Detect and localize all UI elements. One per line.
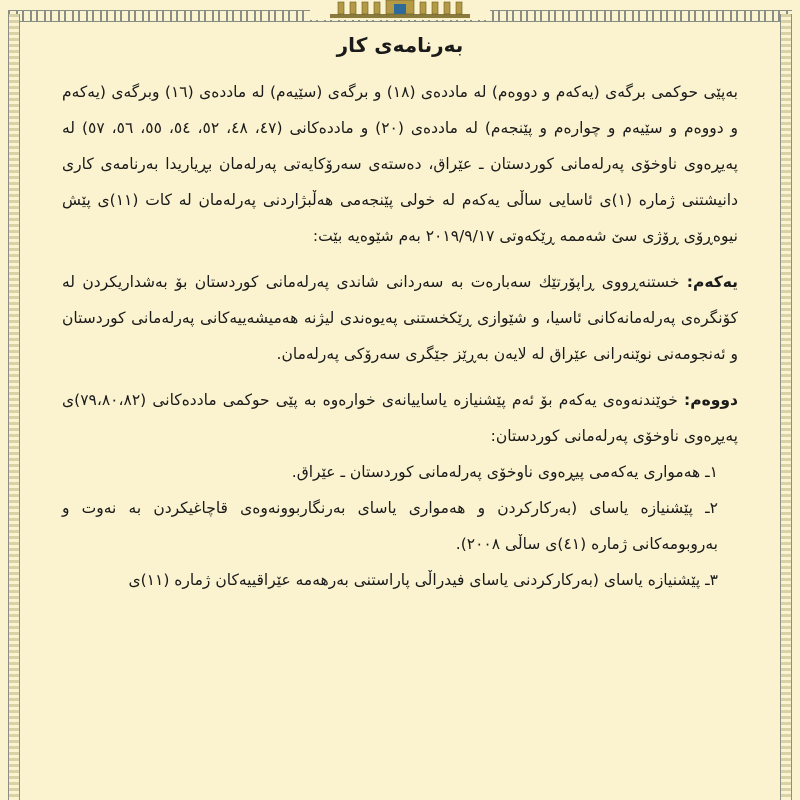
intro-paragraph: بەپێی حوکمی برگەی (یەکەم و دووەم) لە ماددەی (١٨) و برگەی (سێیەم) لە ماددەی (١٦) وبرگەی (یەکەم و دووەم و سێیەم و چوارەم و پێنجەم) لە ماددەی (٢٠) و ماددەکانی (٤٧، ٤٨، ٥٢، ٥٤، ٥٥، ٥٦، ٥٧) لە پەیڕەوی ناوخۆی پەرلەمانی کوردستان ـ عێراق، دەستەی سەرۆکایەتی پەرلەمان بڕیاریدا بەرنامەی کاری دانیشتنی ژمارە (١)ی ئاسایی ساڵی یەکەم لە خولی پێنجەمی هەڵبژاردنی پەرلەمان لە کات (١١)ی پێش نیوەڕۆی ڕۆژی سێ شەممە ڕێکەوتی ٢٠١٩/٩/١٧ بەم شێوەیە بێت: <box>62 83 739 245</box>
agenda-item-first-text: خستنەڕووی ڕاپۆرتێك سەبارەت بە سەردانی شاندی پەرلەمانی کوردستان بۆ بەشداریکردن لە کۆنگرەی پەرلەمانەکانی ئاسیا، و شێوازی ڕێکخستنی پەیوەندی لیژنە هەمیشەییەکانی پەرلەمانی کوردستان و ئەنجومەنی نوێنەرانی عێراق لە لایەن بەڕێز جێگری سەرۆکی پەرلەمان. <box>62 273 738 363</box>
parliament-emblem <box>310 0 490 20</box>
agenda-item-second <box>62 382 738 454</box>
agenda-item-first-label: یەکەم: <box>686 273 738 291</box>
document-title: بەرنامەی کار <box>336 33 464 57</box>
agenda-item-second-text: خوێندنەوەی یەکەم بۆ ئەم پێشنیازە یاساییانەی خوارەوە بە پێی حوکمی ماددەکانی (٧٩،٨٠،٨٢)ی پەیڕەوی ناوخۆی پەرلەمانی کوردستان: <box>62 391 738 445</box>
decorative-border-left <box>8 14 20 800</box>
agenda-item-first <box>62 264 738 372</box>
document-body <box>62 74 738 598</box>
decorative-border-right <box>780 14 792 800</box>
sub-item-2: ٢ـ پێشنیازە یاسای (بەرکارکردن و هەمواری یاسای بەرنگاربوونەوەی قاچاغیکردن بە نەوت و بەروبومەکانی ژمارە (٤١)ی ساڵی ٢٠٠٨). <box>62 499 718 553</box>
sub-item-3: ٣ـ پێشنیازە یاسای (بەرکارکردنی یاسای فیدراڵی پاراستنی بەرهەمە عێراقییەکان ژمارە (١١)ی <box>128 571 718 589</box>
sub-item-1: ١ـ هەمواری یەکەمی پیڕەوی ناوخۆی پەرلەمانی کوردستان ـ عێراق. <box>291 463 718 481</box>
agenda-item-second-label: دووەم: <box>684 391 738 409</box>
